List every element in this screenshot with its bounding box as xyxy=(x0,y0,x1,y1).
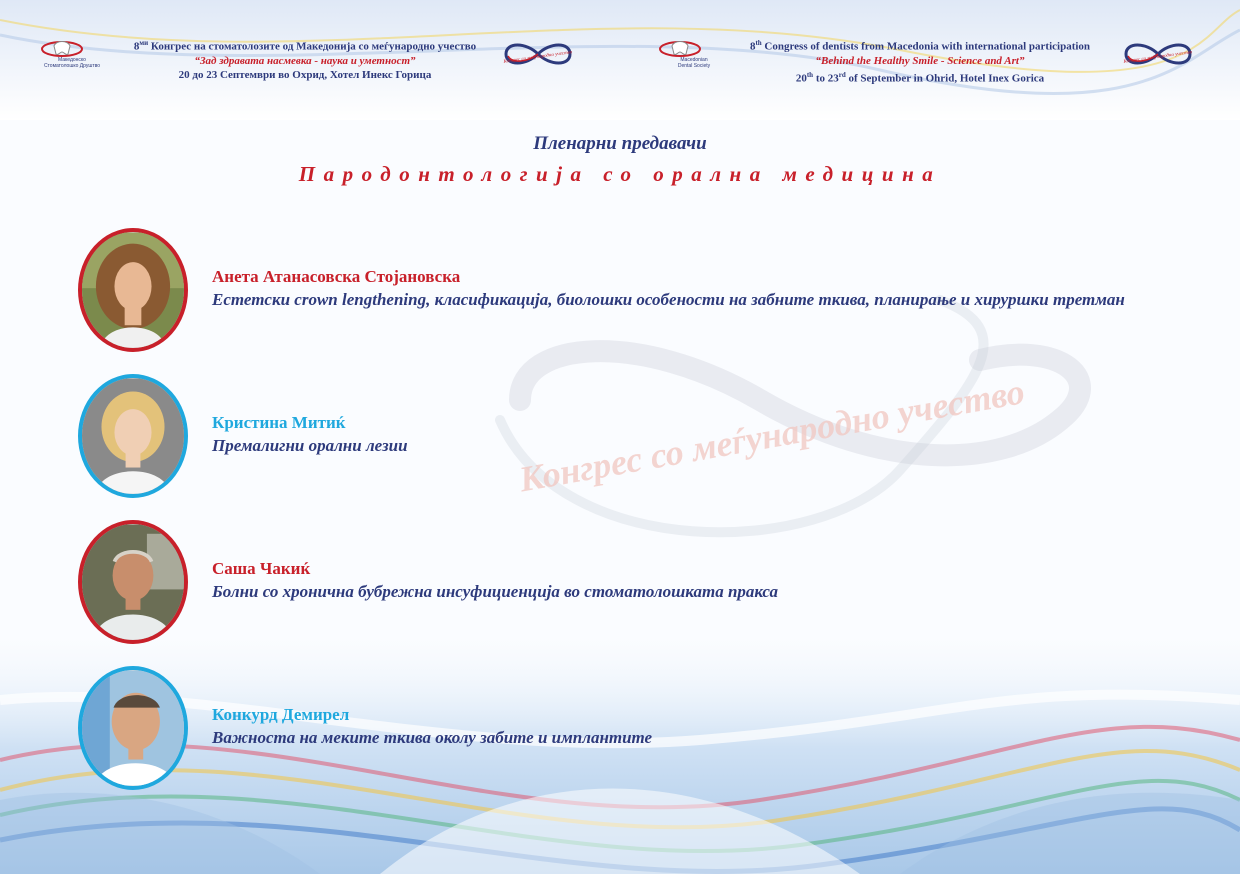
speaker-photo xyxy=(78,666,188,790)
page-title: Пленарни предавачи xyxy=(533,133,707,154)
speaker-topic: Важноста на меките ткива околу забите и имплантите xyxy=(212,728,653,747)
speaker-card xyxy=(78,228,1158,363)
speaker-photo xyxy=(78,228,188,352)
svg-text:Стоматолошко Друштво: Стоматолошко Друштво xyxy=(43,63,101,68)
header-right-line1: 8th Congress of dentists from Macedonia with international participation xyxy=(749,39,1091,53)
speaker-card xyxy=(78,520,1158,655)
speaker-name: Конкурд Демирел xyxy=(212,705,350,724)
header-left-motto: “Зад здравата насмевка - наука и уметност” xyxy=(194,54,416,67)
speaker-name: Саша Чакиќ xyxy=(212,559,311,578)
congress-infinity-logo xyxy=(1118,38,1198,70)
header-left-line1: $8^{ми}$ Конгрес на стоматолозите од Македонија со меѓународно учество xyxy=(133,39,477,53)
watermark-text: Конгрес со меѓународно учество xyxy=(516,371,1028,500)
congress-infinity-logo xyxy=(498,38,578,70)
speaker-topic: Болни со хронична бубрежна инсуфициенција во стоматолошката пракса xyxy=(212,582,778,601)
header-right xyxy=(650,30,1210,90)
page-subtitle: Пародонтологија со орална медицина xyxy=(298,162,942,186)
speaker-name: Анета Атанасовска Стојановска xyxy=(212,267,461,286)
svg-text:Македонско: Македонско xyxy=(58,57,86,63)
portrait-image xyxy=(82,670,184,786)
header-right-line3: 20th to 23rd of September in Ohrid, Hotel Inex Gorica xyxy=(795,70,1045,85)
svg-text:Dental Society: Dental Society xyxy=(677,63,711,68)
portrait-image xyxy=(82,524,184,640)
portrait-image xyxy=(82,232,184,348)
header-left-line3: 20 до 23 Септември во Охрид, Хотел Инекс Горица xyxy=(178,68,432,81)
speaker-card xyxy=(78,374,1158,509)
svg-text:Конгрес со меѓународно учество: Конгрес со меѓународно учество xyxy=(1123,50,1193,65)
speaker-topic: Премалигни орални лезии xyxy=(212,436,408,455)
speaker-topic: Естетски crown lengthening, класификација, биолошки особености на забните ткива, планирање и хируршки третман xyxy=(212,290,1125,309)
header-left xyxy=(30,30,590,90)
portrait-image xyxy=(82,378,184,494)
macedonian-dental-society-logo xyxy=(36,36,106,68)
speaker-photo xyxy=(78,520,188,644)
speaker-photo xyxy=(78,374,188,498)
macedonian-dental-society-logo xyxy=(654,36,724,68)
speaker-card xyxy=(78,666,1158,801)
svg-text:Конгрес со меѓународно учество: Конгрес со меѓународно учество xyxy=(503,50,573,65)
svg-text:Macedonian: Macedonian xyxy=(680,57,708,63)
header-right-motto: “Behind the Healthy Smile - Science and Art” xyxy=(815,54,1025,67)
speaker-name: Кристина Митиќ xyxy=(212,413,346,432)
